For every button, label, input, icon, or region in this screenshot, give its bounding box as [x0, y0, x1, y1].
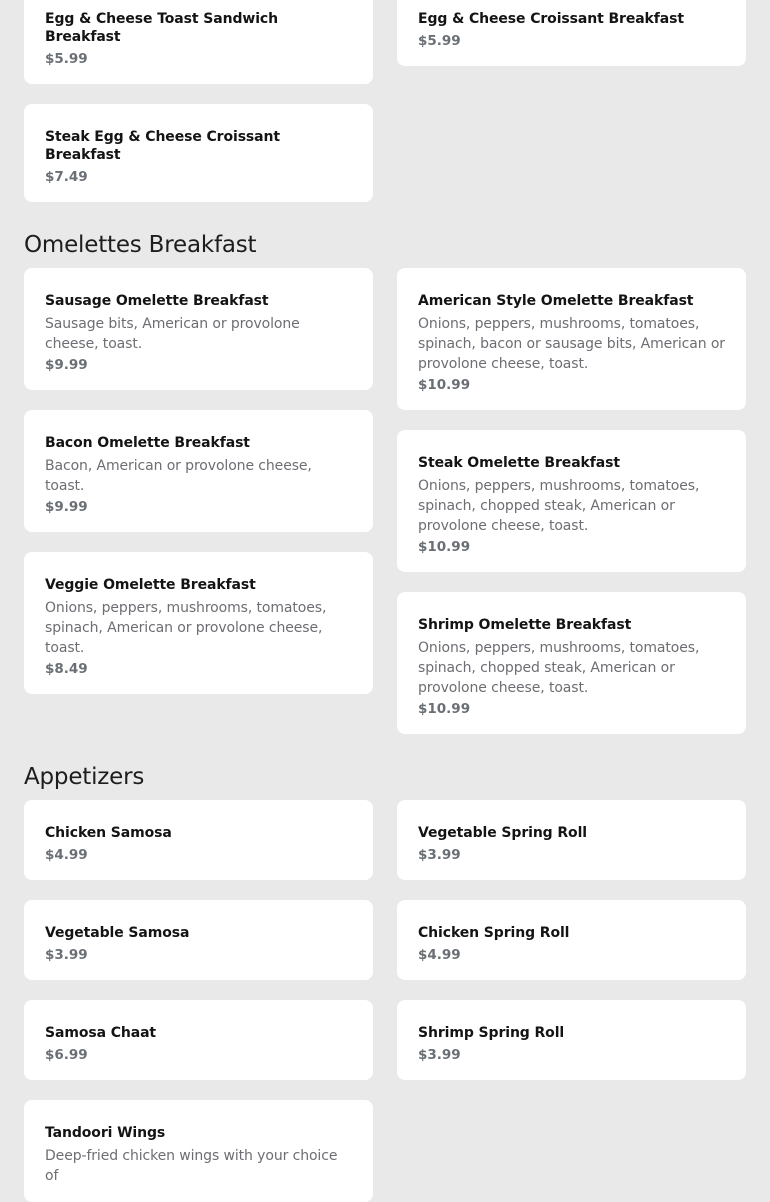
menu-item-card[interactable] [24, 410, 373, 532]
menu-item-price: $10.99 [418, 377, 471, 393]
menu-page [24, 0, 746, 1202]
section-title-omelettes: Omelettes Breakfast [24, 232, 257, 258]
menu-item-name: Bacon Omelette Breakfast [45, 435, 250, 451]
section-title-appetizers: Appetizers [24, 764, 145, 790]
menu-item-description: Onions, peppers, mushrooms, tomatoes, spinach, chopped steak, American or provolone cheese, toast. [418, 478, 700, 534]
menu-item-card[interactable] [397, 268, 746, 410]
menu-item-card[interactable] [397, 430, 746, 572]
menu-item-name: Vegetable Spring Roll [418, 825, 587, 841]
menu-item-price: $3.99 [418, 1047, 461, 1063]
menu-item-price: $6.99 [45, 1047, 88, 1063]
menu-item-name: Sausage Omelette Breakfast [45, 293, 269, 309]
menu-item-card[interactable] [24, 1000, 373, 1080]
menu-section-omelettes [24, 268, 746, 734]
menu-column-right [397, 0, 746, 66]
menu-item-description: Sausage bits, American or provolone cheese, toast. [45, 316, 300, 352]
menu-item-price: $5.99 [418, 33, 461, 49]
menu-item-card[interactable] [24, 104, 373, 202]
menu-item-price: $8.49 [45, 661, 88, 677]
menu-item-card[interactable] [24, 1100, 373, 1202]
menu-item-price: $10.99 [418, 539, 471, 555]
menu-item-name: Tandoori Wings [45, 1125, 166, 1141]
menu-item-name: Chicken Samosa [45, 825, 172, 841]
menu-item-price: $3.99 [45, 947, 88, 963]
menu-item-card[interactable] [24, 0, 373, 84]
menu-item-card[interactable] [397, 1000, 746, 1080]
menu-item-name: Steak Omelette Breakfast [418, 455, 620, 471]
menu-item-card[interactable] [24, 900, 373, 980]
menu-item-description: Bacon, American or provolone cheese, toast. [45, 458, 312, 494]
menu-item-price: $4.99 [418, 947, 461, 963]
menu-section-appetizers [24, 800, 746, 1202]
menu-item-price: $9.99 [45, 357, 88, 373]
menu-item-card[interactable] [24, 800, 373, 880]
menu-section-breakfast-sandwiches [24, 0, 746, 202]
menu-item-name: Samosa Chaat [45, 1025, 157, 1041]
menu-item-card[interactable] [397, 900, 746, 980]
menu-item-card[interactable] [397, 0, 746, 66]
menu-item-price: $7.49 [45, 169, 88, 185]
menu-item-price: $3.99 [418, 847, 461, 863]
menu-item-price: $4.99 [45, 847, 88, 863]
menu-item-card[interactable] [24, 552, 373, 694]
menu-item-card[interactable] [24, 268, 373, 390]
menu-item-name: Egg & Cheese Croissant Breakfast [418, 11, 684, 27]
menu-item-name: Steak Egg & Cheese Croissant Breakfast [45, 129, 280, 163]
menu-item-name: Vegetable Samosa [45, 925, 190, 941]
menu-item-name: American Style Omelette Breakfast [418, 293, 694, 309]
menu-column-left [24, 0, 373, 202]
menu-item-name: Veggie Omelette Breakfast [45, 577, 256, 593]
menu-item-card[interactable] [397, 592, 746, 734]
menu-column-right [397, 268, 746, 734]
menu-item-description: Onions, peppers, mushrooms, tomatoes, spinach, chopped steak, American or provolone cheese, toast. [418, 640, 700, 696]
menu-item-price: $9.99 [45, 499, 88, 515]
menu-column-left [24, 268, 373, 694]
menu-item-name: Shrimp Omelette Breakfast [418, 617, 632, 633]
menu-item-name: Egg & Cheese Toast Sandwich Breakfast [45, 11, 278, 45]
menu-item-name: Chicken Spring Roll [418, 925, 570, 941]
menu-column-right [397, 800, 746, 1080]
menu-item-name: Shrimp Spring Roll [418, 1025, 565, 1041]
menu-column-left [24, 800, 373, 1202]
menu-item-price: $10.99 [418, 701, 471, 717]
menu-item-description: Onions, peppers, mushrooms, tomatoes, spinach, bacon or sausage bits, American or provolone cheese, toast. [418, 316, 725, 372]
menu-item-description: Deep-fried chicken wings with your choice of [45, 1148, 338, 1184]
menu-item-description: Onions, peppers, mushrooms, tomatoes, spinach, American or provolone cheese, toast. [45, 600, 327, 656]
menu-item-card[interactable] [397, 800, 746, 880]
menu-item-price: $5.99 [45, 51, 88, 67]
